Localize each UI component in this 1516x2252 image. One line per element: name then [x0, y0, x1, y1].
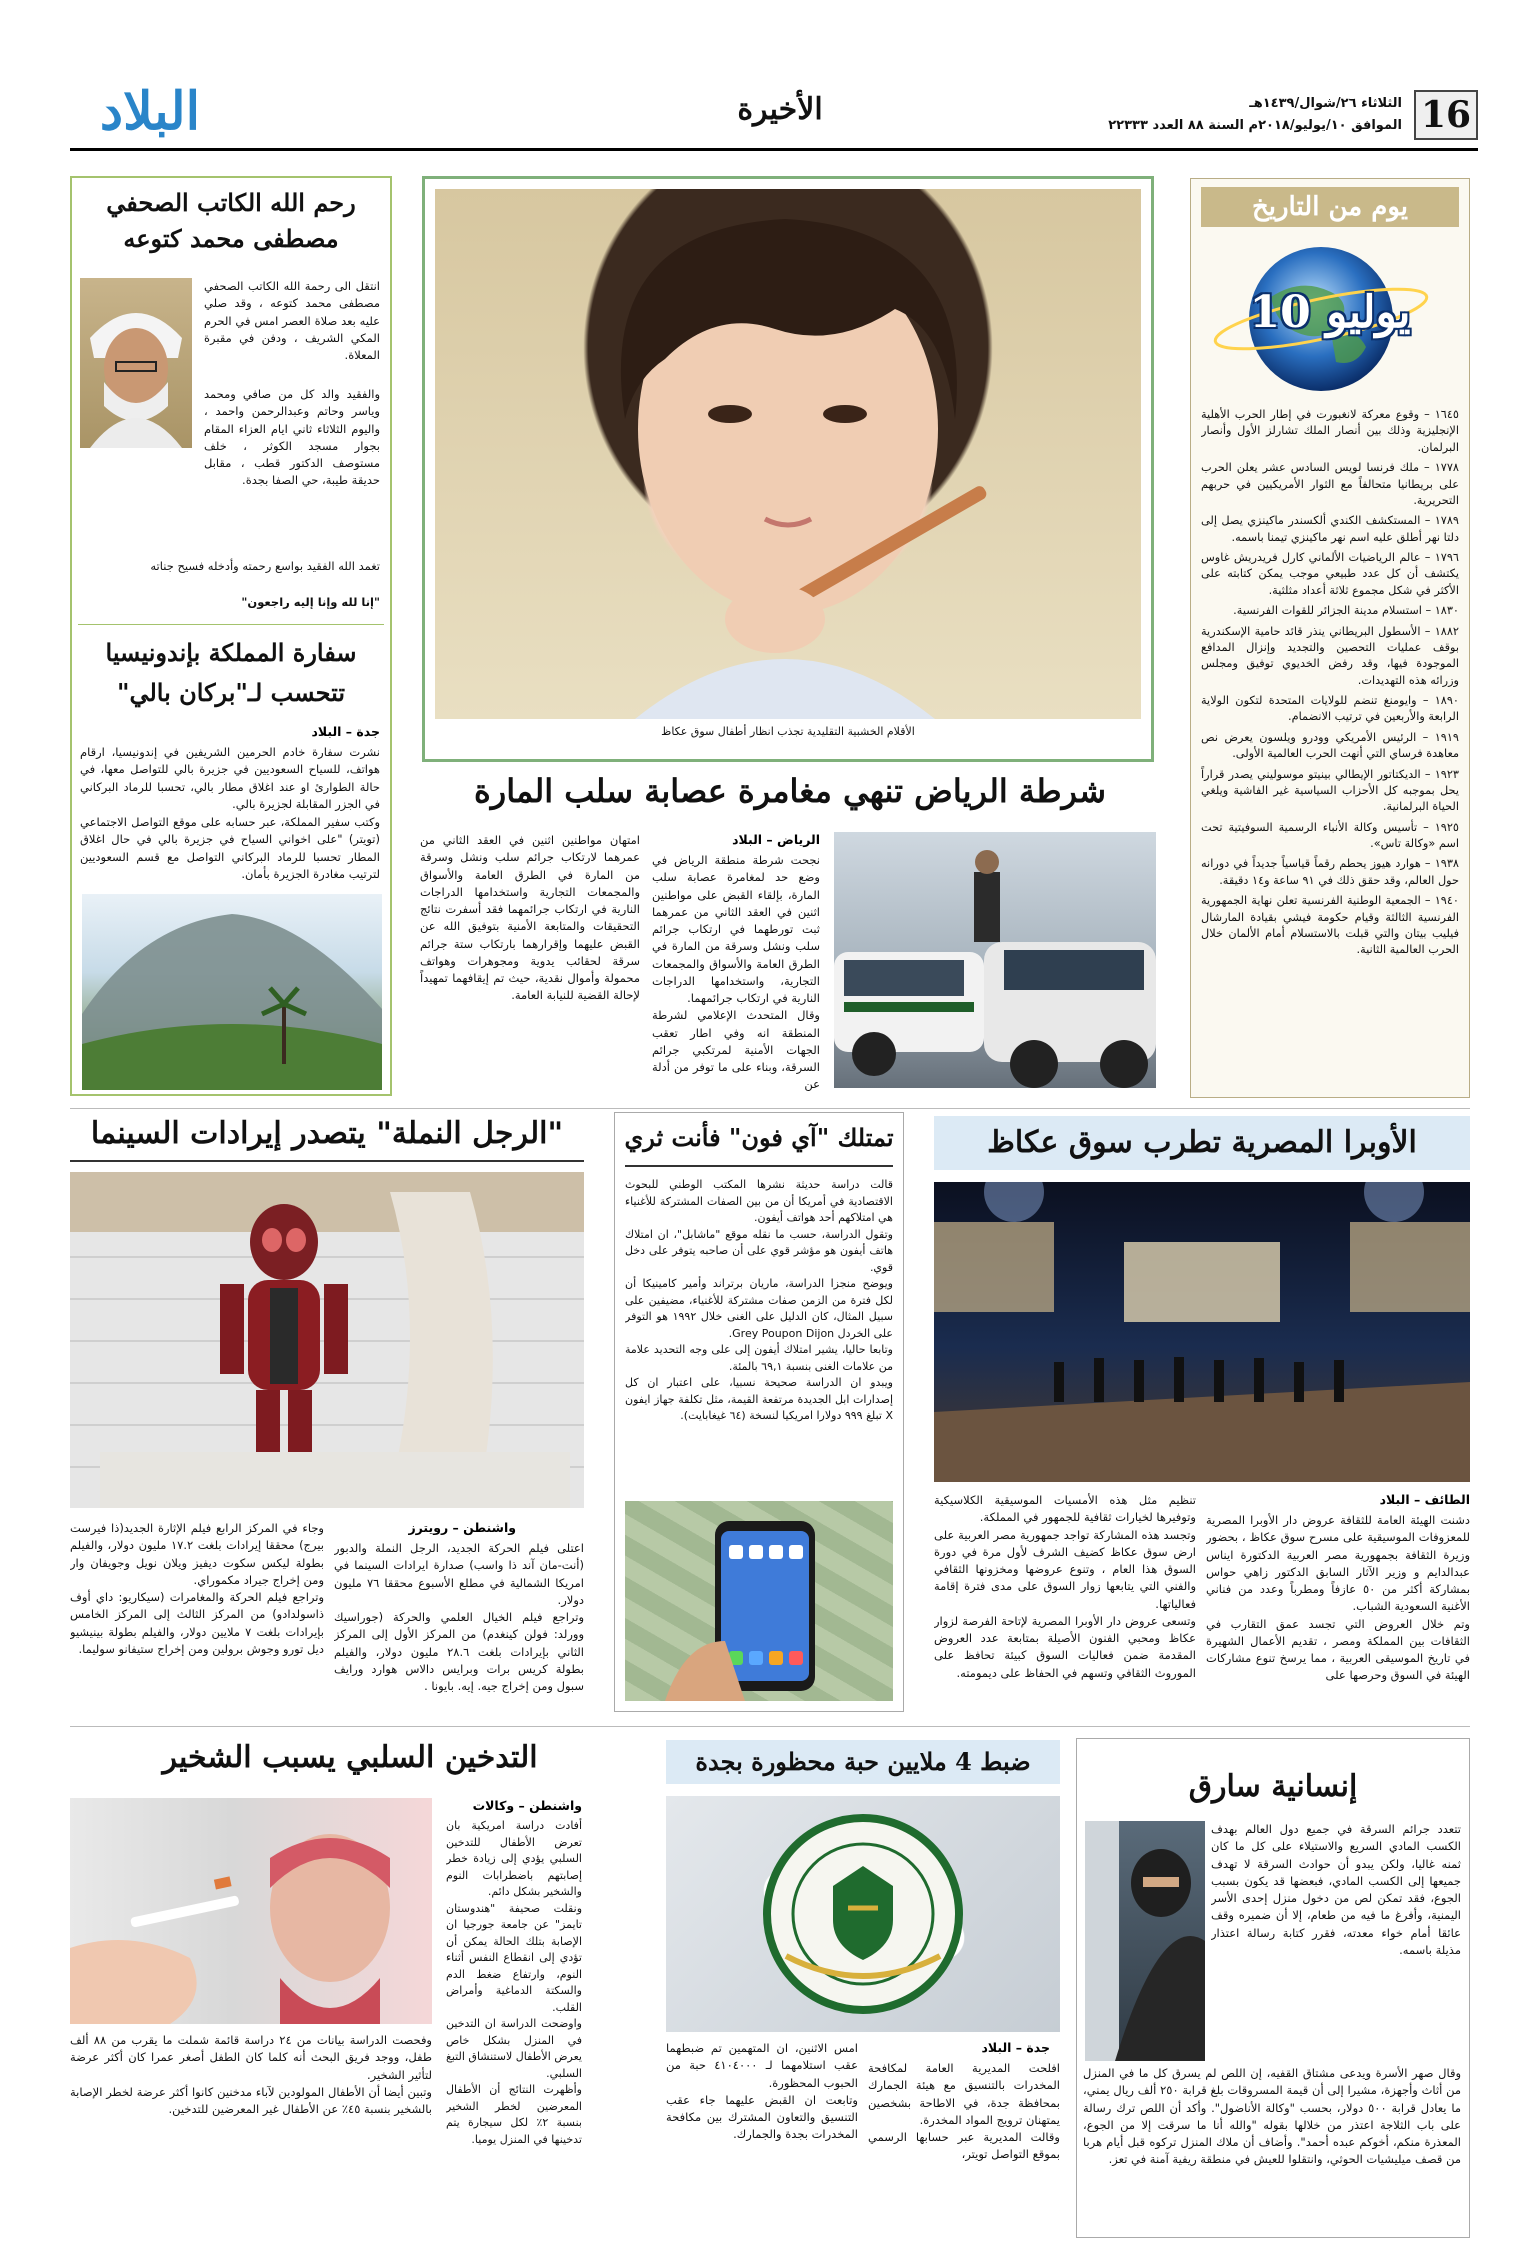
antman-text-right: اعتلى فيلم الحركة الجديد، الرجل النملة والدبور (أنت-مان آند ذا واسب) صدارة ايرادات السينما في امريكا الشمالية في مطلع الأسبوع محققا ٧٦ مليون دولار. وتراجع فيلم الخيال العلمي والحركة (جوراسيك وورلد: فولن كينغدم) من المركز الأول إلى المركز الثاني بإيرادات بلغت ٢٨.٦ مليون دولار، والفيلم بطولة كريس برات وبرايس دالاس هوارد ورايف سبول ومن إخراج جيه. إيه. بايونا .	[334, 1541, 584, 1693]
newspaper-logo[interactable]: البلاد	[99, 81, 201, 142]
thief-text-left: وقال صهر الأسرة ويدعى مشتاق القفيه، إن اللص لم يسرق كل ما في المنزل من أثاث وأجهزة، مشيرا إلى أن قيمة المسروقات بلغ قرابة ٢٥٠ ألف ريال يمني، ما يعادل قرابة ٥٠٠ دولار، بحسب "وكالة الأناضول". وأكد أن اللص ترك رسالة على باب الثلاجة اعتذر من خلالها بقوله "والله أنا ما سرقت إلا من الجوع، المعذرة منكم، أخوكم عبده أحمد". وأضاف أن ملاك المنزل تركوه قبل أيام هربا من قصف ميليشيات الحوثي، وانتقلوا للعيش في منطقة ريفية آمنة في تعز.	[1083, 2066, 1461, 2167]
history-item: ١٩٢٣ – الديكتاتور الإيطالي بينيتو موسوليني يصدر قراراً يحل بموجبه كل الأحزاب السياسية غير الفاشية ويلغي الحياة البرلمانية.	[1201, 767, 1459, 814]
history-title: يوم من التاريخ	[1201, 187, 1459, 227]
history-item: ١٩٣٨ – هوارد هيوز يحطم رقماً قياسياً جديداً في دورانه حول العالم، وقد حقق ذلك في ٩١ ساعة و١٤ دقيقة.	[1201, 857, 1459, 887]
smoking-text-right: أفادت دراسة امريكية بان تعرض الأطفال للتدخين السلبي يؤدي إلى زيادة خطر إصابتهم باضطرابات النوم والشخير بشكل دائم. ونقلت صحيفة "هندوستان تايمز" عن جامعة جورجيا ان الإصابة بتلك الحالة يمكن أن تؤدي إلى انقطاع النفس أثناء النوم، وارتفاع ضغط الدم والسكتة الدماغية وأمراض القلب. واوضحت الدراسة ان التدخين في المنزل بشكل خاص يعرض الأطفال لاستنشاق التبغ السلبي. وأظهرت النتائج أن الأطفال المعرضين لخطر الشخير بنسبة ٢٪ لكل سيجارة يتم تدخينها في المنزل يوميا.	[446, 1819, 582, 2146]
police-text-left: امتهان مواطنين اثنين في العقد الثاني من عمرهما لارتكاب جرائم سلب ونشل وسرقة من المارة في الطرق العامة والأسواق والمجمعات التجارية واستخدامها الدراجات النارية في ارتكاب جرائمهما فقد أسفرت نتائج التحقيقات والمتابعة الأمنية بتوفيق الله عن القبض عليهما وإقرارهما بارتكاب ستة جرائم سرقة لحقائب يدوية ومجوهرات وهواتف محمولة وأموال نقدية، حيث تم إيقافهما تمهيداً لإحالة القضية للنيابة العامة.	[420, 833, 640, 1003]
section-divider-1	[70, 1108, 1470, 1109]
thief-photo	[1085, 1821, 1205, 2061]
child-photo-frame	[422, 176, 1154, 762]
antman-byline: واشنطن – رويترز	[408, 1520, 516, 1535]
obituary-title-line2: مصطفى محمد كتوعه	[123, 224, 339, 253]
masthead-rule	[70, 148, 1478, 151]
smoking-text-left: وفحصت الدراسة بيانات من ٢٤ دراسة قائمة شملت ما يقرب من ٨٨ ألف طفل، ووجد فريق البحث أنه كلما كان الطفل أصغر عمرا كان أكثر عرضة لتأثير الشخير. وتبين أيضا أن الأطفال المولودين لآباء مدخنين كانوا أكثر عرضة لخطر الإصابة بالشخير بنسبة ٤٥٪ عن الأطفال غير المعرضين للتدخين.	[70, 2033, 432, 2116]
masthead	[70, 82, 1478, 152]
july-10-globe-graphic	[1211, 237, 1449, 397]
iphone-box	[614, 1112, 904, 1712]
opera-text-left: تنظيم مثل هذه الأمسيات الموسيقية الكلاسيكية وتوفيرها لخيارات ثقافية للجمهور في المملكة. وتجسد هذه المشاركة تواجد جمهورية مصر العربية على ارض سوق عكاظ كضيف الشرف لأول مرة في دورة السوق هذا العام ، وتنوع عروضها ومخزونها الثقافي والفني التي يتابعها زوار السوق على مدى فترة إقامة فعالياتها. وتسعى عروض دار الأوبرا المصرية لإتاحة الفرصة لزوار عكاظ ومحبي الفنون الأصيلة بمتابعة عدد العروض المقدمة ضمن فعاليات السوق كبيئة تحافظ على الموروث الثقافي وتسهم في الحفاظ على ديمومته.	[934, 1493, 1196, 1680]
obituary-text-3: تغمد الله الفقيد بواسع رحمته وأدخله فسيح جناته	[150, 559, 380, 573]
police-cars-photo	[834, 832, 1156, 1088]
history-item: ١٨٨٢ – الأسطول البريطاني ينذر قائد حامية الإسكندرية بوقف عمليات التحصين والتجديد وإنزال المدافع الموجودة فيها، وقد رفض الخديوي توفيق ومجلس وزرائه هذه التهديدات.	[1201, 624, 1459, 687]
obituary-divider	[78, 624, 384, 625]
opera-text-right: دشنت الهيئة العامة للثقافة عروض دار الأوبرا المصرية للمعزوفات الموسيقية على مسرح سوق عكاظ ، بحضور وزيرة الثقافة بجمهورية مصر العربية الدكتورة ايناس عبدالدايم و وزير الآثار السابق الدكتور زاهي حواس بمشاركة أكثر من ٥٠ عازفاً ومطرباً وعدد من فناني الأغنية السعودية الشباب. وتم خلال العروض التي تجسد عمق التقارب في الثقافات بين المملكة ومصر ، تقديم الأعمال الشهيرة في تاريخ الموسيقى العربية ، مما يرسخ تنوع مشاركات الهيئة في السوق وحرصها على	[1206, 1513, 1470, 1683]
antman-movie-photo	[70, 1172, 584, 1508]
iphone-rule	[625, 1165, 893, 1167]
history-list	[1201, 407, 1459, 1089]
iphone-money-photo	[625, 1501, 893, 1701]
child-pencil-photo	[435, 189, 1141, 719]
smoking-headline: التدخين السلبي يسبب الشخير	[162, 1740, 538, 1775]
bali-title-line2: تتحسب لـ"بركان بالي"	[116, 678, 346, 707]
iphone-text: قالت دراسة حديثة نشرها المكتب الوطني للبحوث الاقتصادية في أمريكا أن من بين الصفات المشتركة للأغنياء هي امتلاكهم أحد هواتف أيفون. وتقول الدراسة، حسب ما نقله موقع "ماشابل"، ان امتلاك هاتف أيفون هو مؤشر قوي على أن صاحبه يتوفر على دخل قوي. ويوضح منجزا الدراسة، ماريان برتراند وأمير كامينيكا أن لكل فترة من الزمن صفات مشتركة للأغنياء، مضيفين على سبيل المثال، كان الدليل على الغنى خلال ١٩٩٢ هو التوفر على الخردل Grey Poupon Dijon. وتابعا حاليا، يشير امتلاك أيفون إلى على وجه التحديد علامة من علامات الغنى بنسبة ٦٩,١ بالمئة. ويبدو ان الدراسة صحيحة نسبيا، على اعتبار ان كل إصدارات ابل الجديدة مرتفعة القيمة، مثل تكلفة جهاز ايفون X تبلغ ٩٩٩ دولارا امريكيا لنسخة (٦٤ غيغابايت).	[625, 1178, 893, 1422]
obituary-text-1: انتقل الى رحمة الله الكاتب الصحفي مصطفى محمد كتوعه ، وقد صلي عليه بعد صلاة العصر امس في الحرم المكي الشريف ، ودفن في مقبرة المعلاة.	[204, 279, 380, 362]
thief-headline: إنسانية سارق	[1188, 1769, 1358, 1804]
page-number: 16	[1414, 90, 1478, 140]
obituary-portrait	[80, 278, 192, 448]
drugs-text-left: امس الاثنين، ان المتهمين تم ضبطهما عقب استلامهما لـ ٤١٠٤٠٠٠ حبة من الحبوب المحظورة. وتابعت ان القبض عليهما جاء عقب التنسيق والتعاون المشترك بين مكافحة المخدرات بجدة والجمارك.	[666, 2041, 858, 2142]
history-item: ١٩٤٠ – الجمعية الوطنية الفرنسية تعلن نهاية الجمهورية الفرنسية الثالثة وقيام حكومة فيشي بقيادة المارشال فيليب بيتان والتي قبلت بالاستسلام أمام الألمان خلال الحرب العالمية الثانية.	[1201, 894, 1459, 957]
thief-text-right: تتعدد جرائم السرقة في جميع دول العالم بهدف الكسب المادي السريع والاستيلاء على كل ما كان ثمنه غاليا، ولكن يبدو أن حوادث السرقة لا تهدف جميعها إلى الكسب المادي، فبعضها قد يكون بسبب الجوع، فقد تمكن لص من دخول منزل إحدى الأسر اليمنية، وأفرغ ما فيه من طعام، إلا أن ضميره وقف عائقا أمام خواء معدته، فقرر كتابة رسالة اعتذار مذيلة باسمه.	[1211, 1822, 1461, 1957]
history-item: ١٨٣٠ – استسلام مدينة الجزائر للقوات الفرنسية.	[1233, 604, 1459, 618]
police-text-right: نجحت شرطة منطقة الرياض في وضع حد لمغامرة عصابة سلب المارة، بإلقاء القبض على مواطنين اثنين في العقد الثاني من عمرهما ثبت تورطهما في ارتكاب جرائم سلب ونشل وسرقة من المارة في الطرق العامة والأسواق والمجمعات التجارية، واستخدامها الدراجات النارية في ارتكاب جرائمهما. وقال المتحدث الإعلامي لشرطة المنطقة انه وفي اطار تعقب الجهات الأمنية لمرتكبي جرائم السرقة، وبناء على ما توفر من أدلة عن	[652, 853, 820, 1092]
drugs-text-right: افلحت المديرية العامة لمكافحة المخدرات بالتنسيق مع هيئة الجمارك بمحافظة جدة، في الاطاحة بشخصين يمتهنان ترويج المواد المخدرة. وقالت المديرية عبر حسابها الرسمي بموقع التواصل تويتر،	[868, 2061, 1060, 2162]
history-item: ١٦٤٥ – وقوع معركة لانغبورت في إطار الحرب الأهلية الإنجليزية وذلك بين أنصار الملك تشارلز الأول وأنصار البرلمان.	[1201, 408, 1459, 454]
child-photo-caption: الأقلام الخشبية التقليدية تجذب انظار أطفال سوق عكاظ	[661, 725, 915, 738]
history-item: ١٩١٩ – الرئيس الأمريكي وودرو ويلسون يعرض نص معاهدة فرساي التي أنهت الحرب العالمية الأولى.	[1201, 730, 1459, 761]
bali-title-line1: سفارة المملكة بإندونيسيا	[105, 638, 357, 667]
section-divider-2	[70, 1726, 1470, 1727]
obituary-text-2: والفقيد والد كل من صافي ومحمد وياسر وحاتم وعبدالرحمن واحمد ، واليوم الثلاثاء ثاني ايام العزاء المقام بجوار مسجد الكوثر ، خلف مستوصف الدكتور قطب ، مقابل حديقة طيبة، حي الصفا بجدة.	[204, 387, 380, 488]
drugs-byline: جدة – البلاد	[981, 2040, 1050, 2055]
smoking-photo	[70, 1798, 432, 2024]
drugs-headline: ضبط 4 ملايين حبة محظورة بجدة	[666, 1740, 1060, 1784]
opera-concert-photo	[934, 1182, 1470, 1482]
drugs-emblem-photo	[666, 1796, 1060, 2032]
obituary-box	[70, 176, 392, 1096]
antman-headline: "الرجل النملة" يتصدر إيرادات السينما	[90, 1116, 564, 1151]
opera-headline: الأوبرا المصرية تطرب سوق عكاظ	[934, 1116, 1470, 1170]
issue-date-line1: الثلاثاء ٢٦/شوال/١٤٣٩هـ	[1249, 96, 1402, 111]
opera-byline: الطائف – البلاد	[1379, 1492, 1470, 1507]
history-item: ١٧٩٦ – عالم الرياضيات الألماني كارل فريدريش غاوس يكتشف أن كل عدد طبيعي موجب يمكن كتابته على الأكثر في شكل مجموع ثلاثة أعداد مثلثية.	[1201, 551, 1459, 597]
thief-box	[1076, 1738, 1470, 2238]
iphone-headline: تمتلك "آي فون" فأنت ثري	[624, 1123, 894, 1152]
history-item: ١٧٧٨ – ملك فرنسا لويس السادس عشر يعلن الحرب على بريطانيا متحالفاً مع الثوار الأمريكيين في حربهم التحريرية.	[1201, 461, 1459, 507]
section-title: الأخيرة	[737, 92, 823, 127]
bali-volcano-photo	[82, 894, 382, 1090]
bali-text-2: وكتب سفير المملكة، عبر حسابه على موقع التواصل الاجتماعي (تويتر) "على اخواني السياح في جزيرة بالي في حال اغلاق المطار تحسبا للرماد البركاني التواصل مع قسم السعوديين لترتيب مغادرة الجزيرة بأمان.	[80, 815, 380, 881]
july-10-badge-text: 10 يوليو	[1249, 287, 1411, 338]
antman-rule	[70, 1160, 584, 1162]
bali-text-1: نشرت سفارة خادم الحرمين الشريفين في إندونيسيا، ارقام هواتف، للسياح السعوديين في جزيرة بالي للتواصل معها، في حالة الطوارئ او عند اغلاق مطار بالي، تحسبا للرماد البركاني في الجزر المقابلة لجزيرة بالي.	[80, 745, 380, 811]
history-box	[1190, 178, 1470, 1098]
history-item: ١٧٨٩ – المستكشف الكندي ألكسندر ماكينزي يصل إلى دلتا نهر أطلق عليه اسم نهر ماكينزي تيمنا باسمه.	[1201, 514, 1459, 544]
history-item: ١٩٢٥ – تأسيس وكالة الأنباء الرسمية السوفيتية تحت اسم «وكالة تاس».	[1201, 820, 1459, 850]
police-headline: شرطة الرياض تنهي مغامرة عصابة سلب المارة	[473, 772, 1107, 810]
bali-byline: جدة – البلاد	[311, 724, 380, 739]
smoking-byline: واشنطن – وكالات	[472, 1798, 582, 1813]
police-byline: الرياض – البلاد	[732, 832, 820, 847]
obituary-text-4: "إنا لله وإنا إليه راجعون"	[241, 595, 380, 609]
antman-text-left: وجاء في المركز الرابع فيلم الإثارة الجديد(ذا فيرست بيرج) محققا إيرادات بلغت ١٧.٢ مليون دولار، والفيلم بطولة ليكس سكوت ديفيز ويلان نويل وجويفان وار ومن إخراج جيراد مكموراي. وتراجع فيلم الحركة والمغامرات (سيكاريو: داي أوف ذاسولدادو) من المركز الثالث إلى المركز الخامس بإيرادات بلغت ٧ ملايين دولار، والفيلم بطولة بينيشيو ديل تورو وجوش برولين ومن إخراج ستيفانو سوليما.	[70, 1521, 324, 1656]
issue-date-line2: الموافق ١٠/يوليو/٢٠١٨م السنة ٨٨ العدد ٢٢٣٣٣	[1108, 118, 1402, 133]
obituary-title-line1: رحم الله الكاتب الصحفي	[106, 188, 356, 217]
history-item: ١٨٩٠ – وايومنغ تنضم للولايات المتحدة لتكون الولاية الرابعة والأربعين في ترتيب الانضمام.	[1201, 694, 1459, 724]
